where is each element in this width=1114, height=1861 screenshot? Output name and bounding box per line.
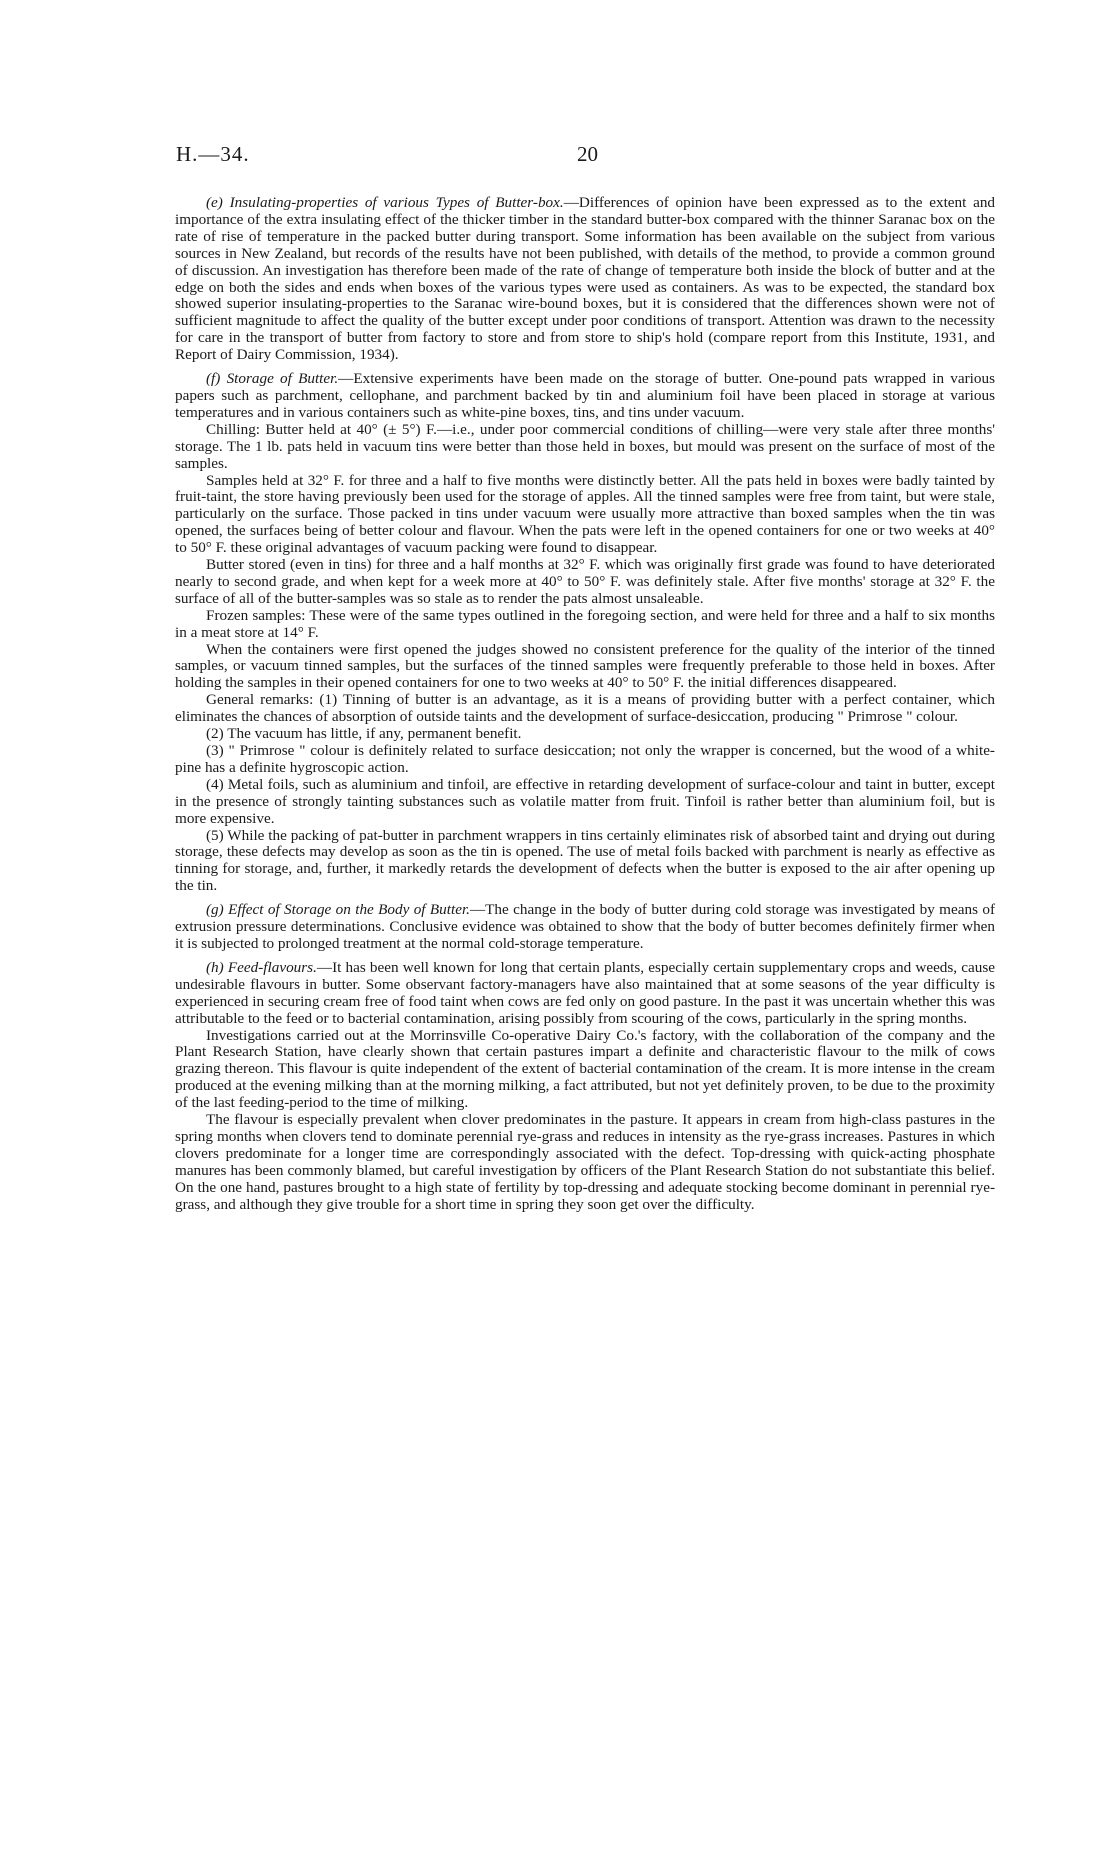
section-label: (e) [206,194,223,211]
section-heading: Effect of Storage on the Body of Butter. [228,901,470,919]
paragraph-text: It has been well known for long that certain plants, especially certain supplementary crops and weeds, cause undesirable flavours in butter. Some observant factory-managers have also maintained that at some seasons of the year difficulty is experienced in securing cream free of food taint when cows are fed only on good pasture. In the past it was uncertain whether this was attributable to the feed or to bacterial contamination, arising possibly from scouring of the cows, particularly in the spring months. [175,958,995,1027]
section-heading: Insulating-properties of various Types of Butter-box. [229,194,564,211]
paragraph-text: Butter stored (even in tins) for three and a half months at 32° F. which was originally first grade was found to have deteriorated nearly to second grade, and when kept for a week more at 40° to 50° F. was definitely stale. After five months' storage at 32° F. the surface of all of the butter-samples was so stale as to render the pats almost unsaleable. [175,556,995,607]
paragraph [175,608,995,642]
paragraph-text: The flavour is especially prevalent when clover predominates in the pasture. It appears in cream from high-class pastures in the spring months when clovers tend to dominate perennial rye-grass and reduces in intensity as the rye-grass increases. Pastures in which clovers predominate for a longer time are correspondingly associated with the defect. Top-dressing with quick-acting phosphate manures has been commonly blamed, but careful investigation by officers of the Plant Research Station do not substantiate this belief. On the one hand, pastures brought to a high state of fertility by top-dressing and adequate stocking become dominant in perennial rye-grass, and although they give trouble for a short time in spring they soon get over the difficulty. [175,1111,995,1213]
paragraph [175,692,995,726]
section-label: (g) [206,901,224,919]
paragraph-text: The change in the body of butter during cold storage was investigated by means of extrusion pressure determinations. Conclusive evidence was obtained to show that the body of butter becomes definitely firmer when it is subjected to prolonged treatment at the normal cold-storage temperature. [175,901,996,952]
paragraph-text: Extensive experiments have been made on the storage of butter. One-pound pats wrapped in various papers such as parchment, cellophane, and parchment backed by tin and aluminium foil have been placed in storage at various temperatures and in various containers such as white-pine boxes, tins, and tins under vacuum. [175,370,995,421]
paragraph-text: Samples held at 32° F. for three and a half to five months were distinctly better. All the pats held in boxes were badly tainted by fruit-taint, the store having previously been used for the storage of apples. All the tinned samples were free from taint, but were stale, particularly on the surface. Those packed in tins under vacuum were usually more attractive than boxed samples when the tin was opened, the surfaces being of better colour and flavour. When the pats were left in the opened containers for one or two weeks at 40° to 50° F. these original advantages of vacuum packing were found to disappear. [175,471,995,557]
paragraph [175,422,995,473]
paragraph-text: (5) While the packing of pat-butter in parchment wrappers in tins certainly eliminates risk of absorbed taint and drying out during storage, these defects may develop as soon as the tin is opened. The use of metal foils backed with parchment is nearly as effective as tinning for storage, and, further, it markedly retards the development of defects when the butter is exposed to the air after opening up the tin. [175,826,995,895]
paragraph [175,726,995,743]
document-body [175,195,995,1213]
section-label: (h) [206,958,224,976]
section-heading: Feed-flavours. [227,958,317,976]
paragraph [175,743,995,777]
page-number: 20 [577,142,598,166]
section-label: (f) [206,370,221,388]
paragraph [175,473,995,558]
paragraph [175,1028,995,1113]
heading-dash: — [469,901,486,919]
paragraph-text: When the containers were first opened the judges showed no consistent preference for the quality of the interior of the tinned samples, or vacuum tinned samples, but the surfaces of the tinned samples were frequently preferable to those held in boxes. After holding the samples in their opened containers for one to two weeks at 40° to 50° F. the initial differences disappeared. [175,640,995,692]
document-reference: H.—34. [176,142,250,166]
heading-dash: — [338,370,354,388]
paragraph [175,960,995,1028]
section-heading: Storage of Butter. [226,370,339,388]
paragraph-text: Chilling: Butter held at 40° (± 5°) F.—i.e., under poor commercial conditions of chilling—were very stale after three months' storage. The 1 lb. pats held in vacuum tins were better than those held in boxes, but mould was present on the surface of most of the samples. [175,420,995,472]
paragraph [175,828,995,896]
paragraph [175,1112,995,1213]
paragraph-text: General remarks: (1) Tinning of butter is an advantage, as it is a means of providing butter with a perfect container, which eliminates the chances of absorption of outside taints and the development of surface-desiccation, producing " Primrose " colour. [175,691,995,726]
paragraph [175,195,995,364]
paragraph [175,777,995,828]
paragraph [175,557,995,608]
paragraph-text: Investigations carried out at the Morrinsville Co-operative Dairy Co.'s factory, with the collaboration of the company and the Plant Research Station, have clearly shown that certain pastures impart a definite and characteristic flavour to the milk of cows grazing thereon. This flavour is quite independent of the extent of bacterial contamination of the cream. It is more intense in the cream produced at the evening milking than at the morning milking, a fact attributed, but not yet definitely proven, to be due to the proximity of the last feeding-period to the time of milking. [175,1026,995,1112]
paragraph-text: Frozen samples: These were of the same types outlined in the foregoing section, and were held for three and a half to six months in a meat store at 14° F. [175,606,995,641]
paragraph-text: Differences of opinion have been expressed as to the extent and importance of the extra insulating effect of the thicker timber in the standard butter-box compared with the thinner Saranac box on the rate of rise of temperature in the packed butter during transport. Some information has been available on the subject from various sources in New Zealand, but records of the results have not been published, with details of the method, to provide a common ground of discussion. An investigation has therefore been made of the rate of change of temperature both inside the block of butter and at the edge on both the sides and ends when boxes of the various types were used as containers. As was to be expected, the standard box showed superior insulating-properties to the Saranac wire-bound boxes, but it is considered that the differences shown were not of sufficient magnitude to affect the quality of the butter except under poor conditions of transport. Attention was drawn to the necessity for care in the transport of butter from factory to store and from store to ship's hold (compare report from this Institute, 1931, and Report of Dairy Commission, 1934). [175,194,996,364]
heading-dash: — [563,194,579,211]
paragraph [175,371,995,422]
paragraph-text: (2) The vacuum has little, if any, permanent benefit. [206,725,522,743]
paragraph [175,902,995,953]
heading-dash: — [316,958,333,976]
paragraph [175,642,995,693]
paragraph-text: (3) " Primrose " colour is definitely related to surface desiccation; not only the wrapper is concerned, but the wood of a white-pine has a definite hygroscopic action. [175,742,995,776]
paragraph-text: (4) Metal foils, such as aluminium and tinfoil, are effective in retarding development of surface-colour and taint in butter, except in the presence of strongly tainting substances such as volatile matter from fruit. Tinfoil is rather better than aluminium foil, but is more expensive. [175,775,995,827]
page-header [176,142,996,172]
